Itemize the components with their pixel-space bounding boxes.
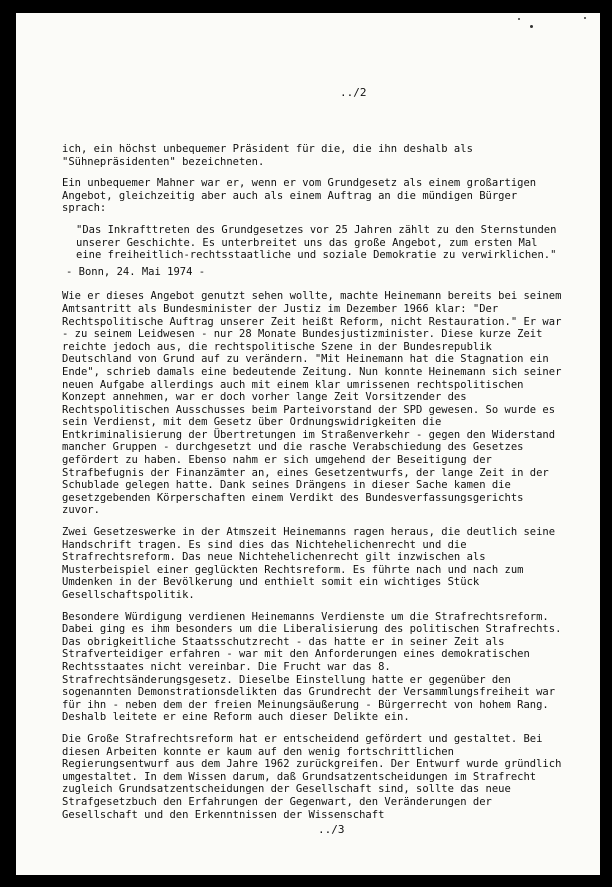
letter-body bbox=[62, 143, 562, 830]
page-number-bottom: ../3 bbox=[318, 823, 345, 836]
paragraph-5: Besondere Würdigung verdienen Heinemanns Verdienste um die Strafrechtsreform. Dabei ging es ihm besonders um die Liberalisierung des politischen Strafrechts. Das obrigkeitliche Staatsschutzrecht - das hatte er in seiner Zeit als Strafverteidiger erfahren - war mit den Anforderungen eines demokratischen Rechtsstaates nicht vereinbar. Die Frucht war das 8. Strafrechtsänderungsgesetz. Dieselbe Einstellung hatte er gegenüber den sogenannten Demonstrationsdelikten das Grundrecht der Versammlungsfreiheit war für ihn - neben dem der freien Meinungsäußerung - Bürgerrecht von hohem Rang. Deshalb leitete er eine Reform auch dieser Delikte ein. bbox=[62, 610, 562, 724]
paragraph-6: Die Große Strafrechtsreform hat er entscheidend gefördert und gestaltet. Bei diesen Arbeiten konnte er kaum auf den wenig fortschrittlichen Regierungsentwurf aus dem Jahre 1962 zurückgreifen. Der Entwurf wurde gründlich umgestaltet. In dem Wissen darum, daß Grundsatzentscheidungen im Strafrecht zugleich Grundsatzentscheidungen der Gesellschaft sind, sollte das neue Strafgesetzbuch den Erfahrungen der Gegenwart, den Veränderungen der Gesellschaft und den Erkenntnissen der Wissenschaft bbox=[62, 732, 562, 821]
block-quote: "Das Inkrafttreten des Grundgesetzes vor 25 Jahren zählt zu den Sternstunden unserer Geschichte. Es unterbreitet uns das große Angebot, zum ersten Mal eine freiheitlich-rechtsstaatliche und soziale Demokratie zu verwirklichen." bbox=[76, 223, 557, 262]
quote-source: - Bonn, 24. Mai 1974 - bbox=[66, 265, 206, 278]
paragraph-2: Ein unbequemer Mahner war er, wenn er vom Grundgesetz als einem großartigen Angebot, gleichzeitig aber auch als einem Auftrag an die mündigen Bürger sprach: bbox=[62, 177, 537, 215]
page-number-top: ../2 bbox=[340, 86, 367, 99]
paragraph-3: Wie er dieses Angebot genutzt sehen wollte, machte Heinemann bereits bei seinem Amtsantritt als Bundesminister der Justiz im Dezember 1966 klar: "Der Rechtspolitische Auftrag unserer Zeit heißt Reform, nicht Restauration." Er war - zu seinem Leidwesen - nur 28 Monate Bundesjustizminister. Diese kurze Zeit reichte jedoch aus, die rechtspolitische Szene in der Bundesrepublik Deutschland von Grund auf zu verändern. "Mit Heinemann hat die Stagnation ein Ende", schrieb damals eine bedeutende Zeitung. Nun konnte Heinemann sich seiner neuen Aufgabe allerdings auch mit einem klar umrissenen rechtspolitischen Konzept annehmen, war er doch vorher lange Zeit Vorsitzender des Rechtspolitischen Ausschusses beim Parteivorstand der SPD gewesen. So wurde es sein Verdienst, mit dem Gesetz über Ordnungswidrigkeiten die Entkriminalisierung der Übertretungen im Straßenverkehr - gegen den Widerstand mancher Gruppen - durchgesetzt und die rasche Verabschiedung des Gesetzes gefördert zu haben. Ebenso nahm er sich umgehend der Beseitigung der Strafbefugnis der Finanzämter an, eines Gesetzentwurfs, der lange Zeit in der Schublade gelegen hatte. Dank seines Drängens in dieser Sache kamen die gesetzgebenden Körperschaften einem Verdikt des Bundesverfassungsgerichts zuvor. bbox=[62, 290, 562, 517]
paragraph-4: Zwei Gesetzeswerke in der Atmszeit Heinemanns ragen heraus, die deutlich seine Handschrift tragen. Es sind dies das Nichtehelichenrecht und die Strafrechtsreform. Das neue Nichtehelichenrecht gilt inzwischen als Musterbeispiel einer geglückten Rechtsreform. Es führte nach und nach zum Umdenken in der Bevölkerung und enthielt somit ein wichtiges Stück Gesellschaftspolitik. bbox=[62, 526, 556, 601]
paragraph-1: ich, ein höchst unbequemer Präsident für die, die ihn deshalb als "Sühnepräsidenten" bezeichneten. bbox=[62, 143, 473, 168]
